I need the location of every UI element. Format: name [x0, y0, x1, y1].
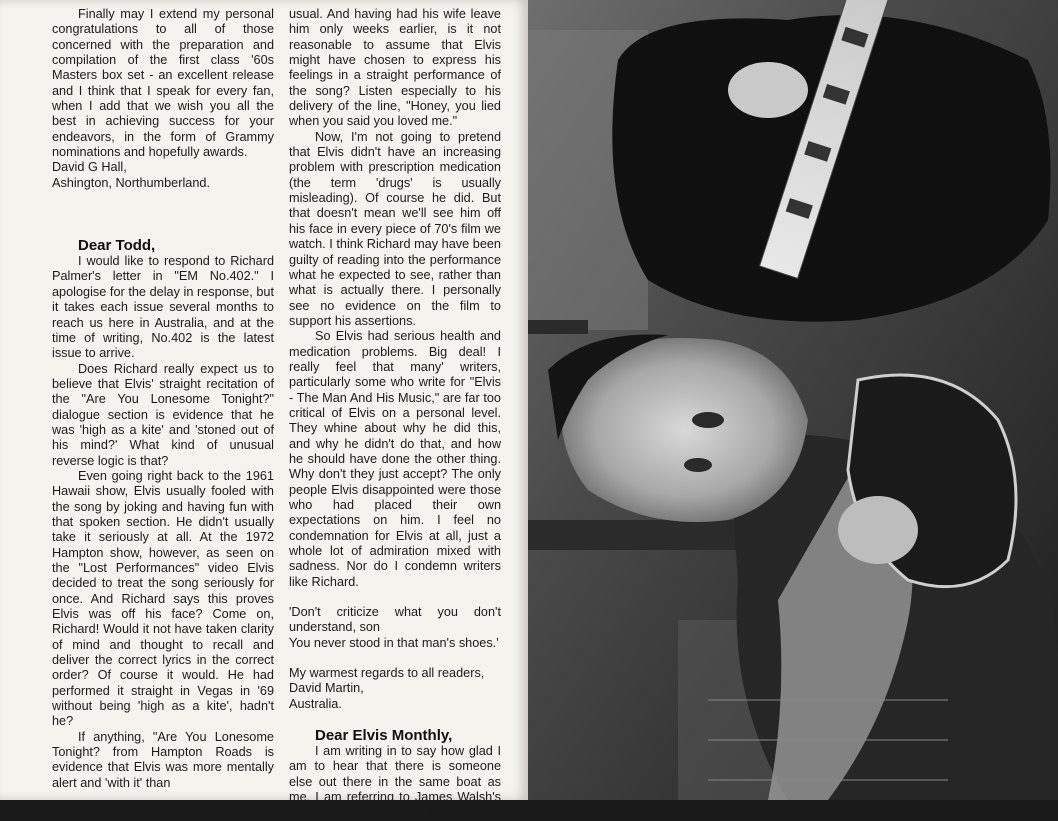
letter-heading: Dear Elvis Monthly, — [315, 727, 453, 745]
photo-page — [528, 0, 1058, 800]
text-column-right — [289, 7, 501, 821]
signature-place: Ashington, Northumberland. — [52, 175, 210, 190]
letter-paragraph: I am writing in to say how glad I am to hear that there is someone else out there in the same boat as me. I am referring to James Walsh's letter in "Elvis Monthly No.403." I — [289, 744, 501, 820]
text-column-left — [52, 7, 274, 791]
lyric-quote-line: You never stood in that man's shoes.' — [289, 635, 499, 650]
closing-line: My warmest regards to all readers, — [289, 666, 485, 681]
letter-paragraph: If anything, "Are You Lonesome Tonight? from Hampton Roads is evidence that Elvis was more mentally alert and 'with it' than — [52, 729, 274, 790]
lyric-quote-line: 'Don't criticize what you don't understand, son — [289, 605, 501, 635]
signature-name: David G Hall, — [52, 160, 127, 175]
signature-name: David Martin, — [289, 681, 364, 696]
letter-paragraph: Now, I'm not going to pretend that Elvis didn't have an increasing problem with prescription medication (the term 'drugs' is usually misleading). Of course he did. But that doesn't mean we'll see him off his face in every piece of 70's film we watch. I think Richard may have been guilty of reading into the performance what he expected to see, rather than what is actually there. I personally see no evidence on the film to support his assertions. — [289, 129, 501, 328]
elvis-with-guitar-photo — [528, 0, 1058, 800]
letter-paragraph: Does Richard really expect us to believe that Elvis' straight recitation of the "Are You Lonesome Tonight?" dialogue section is evidence that he was 'high as a kite' and 'stoned out of his mind?' What kind of unusual reverse logic is that? — [52, 361, 274, 468]
letter-paragraph: Even going right back to the 1961 Hawaii show, Elvis usually fooled with the song by joking and having fun with that spoken section. He didn't usually take it seriously at all. At the 1972 Hampton show, however, as seen on the "Lost Performances" video Elvis decided to treat the song seriously for once. And Richard says this proves Elvis was off his face? Come on, Richard! Would it not have taken clarity of mind and thought to recall and deliver the correct lyrics in the correct order? Of course it would. He had performed it straight in Vegas in '69 without being 'high as a kite', hadn't he? — [52, 468, 274, 729]
letter-paragraph: Finally may I extend my personal congratulations to all of those concerned with the preparation and compilation of the first class '60s Masters box set - an excellent release and I think that I speak for every fan, when I add that we wish you all the best in achieving success for your endeavors, in the form of Grammy nominations and hopefully awards. — [52, 7, 274, 160]
letter-paragraph: I would like to respond to Richard Palmer's letter in "EM No.402." I apologise for the delay in response, but it takes each issue several months to reach us here in Australia, and at the time of writing, No.402 is the latest issue to arrive. — [52, 254, 274, 361]
letter-paragraph: usual. And having had his wife leave him only weeks earlier, is it not reasonable to assume that Elvis might have chosen to express his feelings in a straight performance of the song? Listen especially to his delivery of the line, "Honey, you lied when you said you loved me." — [289, 7, 501, 129]
letter-paragraph: So Elvis had serious health and medication problems. Big deal! I really feel that many' writers, particularly some who write for "Elvis - The Man And His Music," are far too critical of Elvis on a personal level. They whine about why he did this, and why he didn't do that, and how he should have done the other thing. Why don't they just accept? The only people Elvis disappointed were those who had placed their own expectations on him. I feel no condemnation for Elvis at all, just a whole lot of admiration mixed with sadness. Nor do I condemn writers like Richard. — [289, 329, 501, 589]
signature-place: Australia. — [289, 696, 342, 711]
letter-heading: Dear Todd, — [78, 237, 156, 255]
text-page — [0, 0, 528, 820]
